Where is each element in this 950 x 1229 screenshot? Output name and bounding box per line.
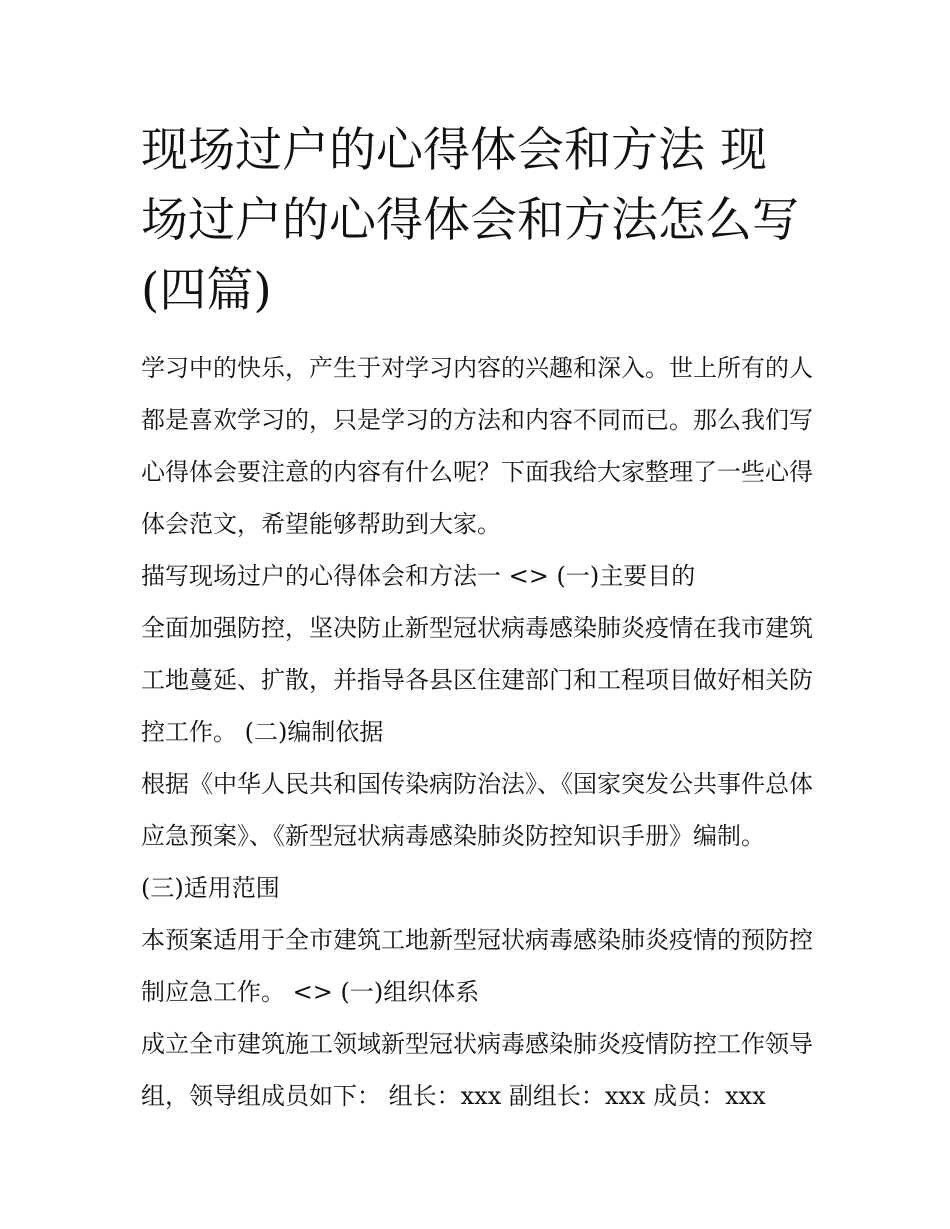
paragraph-organization: 成立全市建筑施工领域新型冠状病毒感染肺炎疫情防控工作领导组，领导组成员如下： 组长：xxx 副组长：xxx 成员：xxx bbox=[141, 1030, 813, 1110]
paragraph-purpose: 全面加强防控，坚决防止新型冠状病毒感染肺炎疫情在我市建筑工地蔓延、扩散，并指导各县区住建部门和工程项目做好相关防控工作。 (二)编制依据 bbox=[141, 614, 813, 746]
document-content bbox=[141, 116, 813, 1122]
document-title: 现场过户的心得体会和方法 现场过户的心得体会和方法怎么写(四篇) bbox=[141, 123, 799, 318]
paragraph-scope: 本预案适用于全市建筑工地新型冠状病毒感染肺炎疫情的预防控制应急工作。 <> (一)组织体系 bbox=[141, 926, 813, 1006]
document-body bbox=[141, 342, 813, 1122]
paragraph-section-heading-1: 描写现场过户的心得体会和方法一 <> (一)主要目的 bbox=[141, 562, 696, 590]
paragraph-intro: 学习中的快乐，产生于对学习内容的兴趣和深入。世上所有的人都是喜欢学习的，只是学习的方法和内容不同而已。那么我们写心得体会要注意的内容有什么呢？下面我给大家整理了一些心得体会范文，希望能够帮助到大家。 bbox=[141, 354, 813, 538]
paragraph-basis: 根据《中华人民共和国传染病防治法》、《国家突发公共事件总体应急预案》、《新型冠状病毒感染肺炎防控知识手册》编制。 (三)适用范围 bbox=[141, 770, 813, 902]
